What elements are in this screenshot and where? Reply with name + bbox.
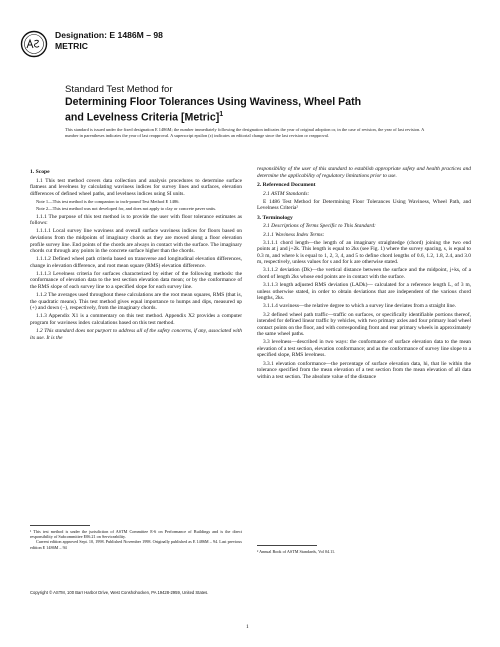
title-line-1: Determining Floor Tolerances Using Waviness, Wheel Path	[65, 96, 362, 108]
para-3-1-1: 3.1.1 Waviness Index Terms:	[263, 231, 325, 238]
footnote-left	[30, 529, 242, 550]
footnote-2: ² Annual Book of ASTM Standards, Vol 04.11.	[257, 549, 336, 554]
para-3-1-1-3: 3.1.1.3 length adjusted RMS deviation (LADk)— calculated for a reference length L, of 3 m, unless otherwise stated, in order to obtain deviations that are independent of the various chord lengths, 2ks.	[257, 282, 471, 302]
footnote-rule-right	[257, 545, 317, 546]
para-3-1-1-2: 3.1.1.2 deviation (Dk)—the vertical distance between the surface and the midpoint, j+ks, of a chord of length 2ks whose end points are in contact with the surface.	[257, 267, 471, 281]
section-heading-scope: 1. Scope	[30, 169, 50, 175]
para-3-3: 3.3 levelness—described in two ways: the conformance of surface elevation data to the mean elevation of a test section, elevation conformance; and as the conformance of survey line slope to a specified slope, RMS levelness.	[257, 339, 471, 359]
para-1-1-1-2: 1.1.1.2 Defined wheel path criteria based on transverse and longitudinal elevation differences, change in elevation difference, and root mean square (RMS) elevation difference.	[30, 256, 242, 269]
para-3-1-1-1: 3.1.1.1 chord length—the length of an imaginary straightedge (chord) joining the two end points at j and j+2k. This length is equal to 2ks (see Fig. 1) where the survey spacing, s, is equal to 0.3 m, and where k is equal to 1, 2, 3, 4, and 5 to define chord lengths of 0.6, 1.2, 1.8, 2.4, and 3.0 m, respectively, unless values for s and for k are otherwise stated.	[257, 239, 471, 266]
para-1-2: 1.2 This standard does not purport to address all of the safety concerns, if any, associated with its use. It is the	[30, 328, 242, 341]
para-1-1-1-1: 1.1.1.1 Local survey line waviness and overall surface waviness indices for floors based on deviations from the midpoints of imaginary chords as they are moved along a floor elevation profile survey line. End points of the chords are always in contact with the surface. The imaginary chords cut through any points in the concrete surface higher than the chords.	[30, 228, 242, 255]
reference-e1486: E 1486 Test Method for Determining Floor Tolerances Using Waviness, Wheel Path, and Levelness Criteria²	[257, 198, 471, 212]
footnote-right	[257, 549, 471, 554]
issuance-notice	[65, 127, 425, 138]
designation-block	[55, 30, 163, 52]
para-1-2-continued: responsibility of the user of this standard to establish appropriate safety and health practices and determine the applicability of regulatory limitations prior to use.	[257, 166, 471, 179]
para-3-1-1-4: 3.1.1.4 waviness—the relative degree to which a survey line deviates from a straight line.	[263, 303, 456, 310]
para-1-1-3: 1.1.3 Appendix X1 is a commentary on this test method. Appendix X2 provides a computer program for waviness index calculations based on this test method.	[30, 313, 242, 326]
standard-type: Standard Test Method for	[65, 84, 173, 95]
note-2: Note 2—This test method was not developed for, and does not apply to clay or concrete paver units.	[36, 206, 217, 212]
para-2-1: 2.1 ASTM Standards:	[263, 190, 310, 197]
para-1-1-1: 1.1.1 The purpose of this test method is to provide the user with floor tolerance estimates as follows:	[30, 213, 242, 227]
title-block	[65, 84, 405, 124]
copyright-line: Copyright © ASTM, 100 Barr Harbor Drive, West Conshohocken, PA 19428-2959, United States.	[30, 590, 209, 595]
para-1-1-1-3: 1.1.1.3 Levelness criteria for surfaces characterized by either of the following methods: the conformance of elevation data to the test section elevation data mean; or by the conformance of the RMS slope of each survey line to a specified slope for each survey line.	[30, 270, 242, 291]
metric-label: METRIC	[55, 41, 88, 51]
title-footnote-mark: 1	[219, 110, 224, 118]
right-column	[257, 166, 471, 382]
left-column	[30, 166, 242, 343]
para-1-1-2: 1.1.2 The averages used throughout these calculations are the root mean squares, RMS (that is, the quadratic means). This test method gives equal importance to humps and dips, measured up (+) and down (−), respectively, from the imaginary chords.	[30, 292, 242, 312]
para-1-1: 1.1 This test method covers data collection and analysis procedures to determine surface flatness and levelness by calculating waviness indices for survey lines and surfaces, elevation differences of defined wheel paths, and levelness indices using SI units.	[30, 177, 242, 197]
page-title	[65, 96, 405, 124]
footnote-1-edition: Current edition approved Sept. 10, 1998. Published November 1998. Originally published as E 1486M – 94. Last previous edition E 1486M – 94	[30, 539, 242, 550]
designation: Designation: E 1486M – 98	[55, 30, 163, 40]
para-3-1: 3.1 Descriptions of Terms Specific to This Standard:	[263, 223, 376, 230]
section-heading-references: 2. Referenced Document	[257, 182, 316, 189]
notice-text: This standard is issued under the fixed designation E 1486M; the number immediately following the designation indicates the year of original adoption or, in the case of revision, the year of last revision. A number in parentheses indicates the year of last reapproval. A superscript epsilon (ε) indicates an editorial change since the last revision or reapproval.	[65, 127, 425, 138]
footnote-rule-left	[30, 525, 90, 526]
para-3-2: 3.2 defined wheel path traffic—traffic on surfaces, or specifically identifiable portions thereof, intended for defined linear traffic by vehicles, with two primary axles and four primary load wheel contact points on the floor, and with corresponding front and rear primary wheels in approximately the same wheel paths.	[257, 311, 471, 338]
title-line-2: and Levelness Criteria [Metric]	[65, 111, 220, 124]
page-number: 1	[246, 624, 249, 630]
note-1: Note 1—This test method is the companion to inch-pound Test Method E 1486.	[36, 198, 180, 204]
footnote-1: ¹ This test method is under the jurisdiction of ASTM Committee E-6 on Performance of Buildings and is the direct responsibility of Subcommittee E06.21 on Serviceability.	[30, 529, 242, 540]
section-heading-terminology: 3. Terminology	[257, 214, 293, 221]
astm-logo-icon	[20, 30, 48, 58]
para-3-3-1: 3.3.1 elevation conformance—the percentage of surface elevation data, hi, that lie within the tolerance specified from the mean elevation of a test section from the mean elevation of all data within a test section. The absolute value of the distance	[257, 360, 471, 380]
